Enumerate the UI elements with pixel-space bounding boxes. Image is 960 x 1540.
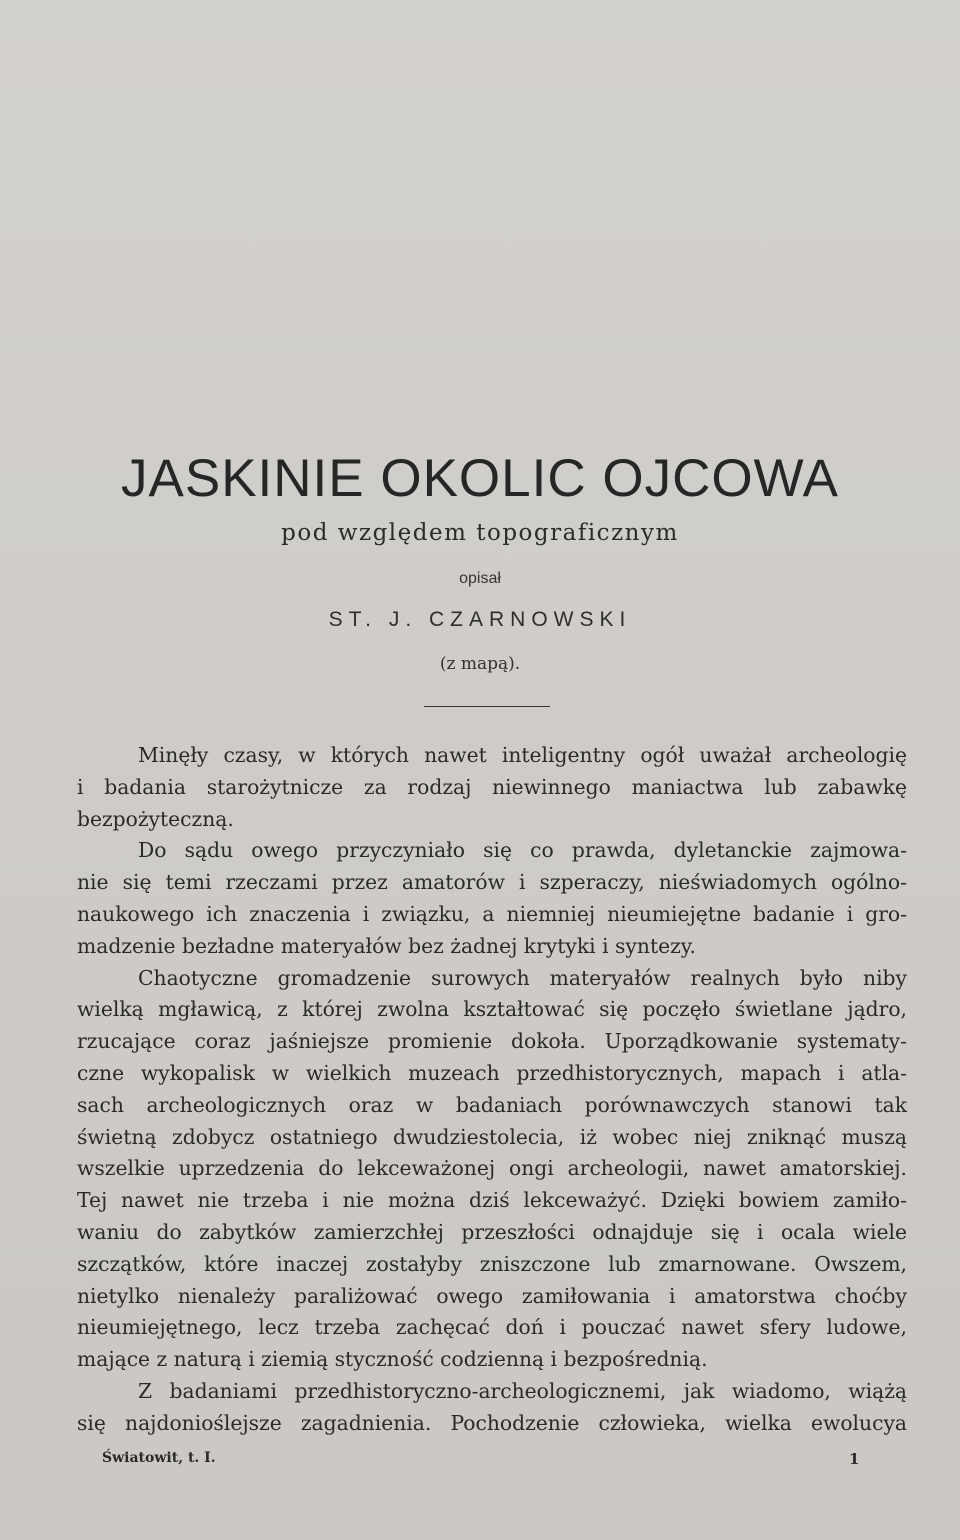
byline-label: opisał [459, 570, 501, 587]
body-line: wielką mgławicą, z której zwolna kształtować się poczęło świetlane jądro, [77, 997, 907, 1022]
article-body [77, 740, 907, 1440]
map-note: (z mapą). [439, 654, 521, 674]
body-line: bezpożyteczną. [77, 806, 234, 831]
body-line: naukowego ich znaczenia i związku, a niemniej nieumiejętne badanie i gro- [77, 901, 907, 926]
body-line: waniu do zabytków zamierzchłej przeszłości odnajduje się i ocala wiele [77, 1219, 907, 1244]
author-name: ST. J. CZARNOWSKI [328, 608, 632, 631]
body-line: i badania starożytnicze za rodzaj niewinnego maniactwa lub zabawkę [77, 774, 907, 799]
body-line: madzenie bezładne materyałów bez żadnej krytyki i syntezy. [77, 933, 696, 958]
journal-footer: Światowit, t. I. [102, 1450, 216, 1466]
body-line: nietylko nienależy paraliżować owego zamiłowania i amatorstwa choćby [77, 1283, 907, 1308]
body-line: Tej nawet nie trzeba i nie można dziś lekceważyć. Dzięki bowiem zamiło- [77, 1188, 907, 1213]
article-subtitle: pod względem topograficznym [281, 520, 679, 546]
body-line: Minęły czasy, w których nawet inteligentny ogół uważał archeologię [138, 743, 907, 767]
body-line: szczątków, które inaczej zostałyby zniszczone lub zmarnowane. Owszem, [77, 1251, 907, 1276]
body-line: rzucające coraz jaśniejsze promienie dokoła. Uporządkowanie systematy- [77, 1029, 907, 1054]
body-line: świetną zdobycz ostatniego dwudziestolecia, iż wobec niej zniknąć muszą [77, 1124, 907, 1149]
body-line: Do sądu owego przyczyniało się co prawda, dyletanckie zajmowa- [138, 838, 907, 863]
body-line: czne wykopalisk w wielkich muzeach przedhistorycznych, mapach i atla- [77, 1060, 907, 1085]
body-line: się najdonioślejsze zagadnienia. Pochodzenie człowieka, wielka ewolucya [77, 1410, 907, 1435]
body-line: Z badaniami przedhistoryczno-archeologicznemi, jak wiadomo, wiążą [138, 1378, 907, 1403]
page-number: 1 [849, 1450, 860, 1468]
body-line: nieumiejętnego, lecz trzeba zachęcać doń i pouczać nawet sfery ludowe, [77, 1315, 907, 1340]
article-title: JASKINIE OKOLIC OJCOWA [121, 449, 839, 508]
body-line: wszelkie uprzedzenia do lekceważonej ongi archeologii, nawet amatorskiej. [77, 1156, 907, 1181]
title-divider [424, 706, 550, 707]
body-line: nie się temi rzeczami przez amatorów i szperaczy, nieświadomych ogólno- [77, 870, 907, 895]
body-line: mające z naturą i ziemią styczność codzienną i bezpośrednią. [77, 1347, 708, 1372]
body-line: sach archeologicznych oraz w badaniach porównawczych stanowi tak [77, 1092, 907, 1117]
body-line: Chaotyczne gromadzenie surowych materyałów realnych było niby [138, 965, 907, 990]
